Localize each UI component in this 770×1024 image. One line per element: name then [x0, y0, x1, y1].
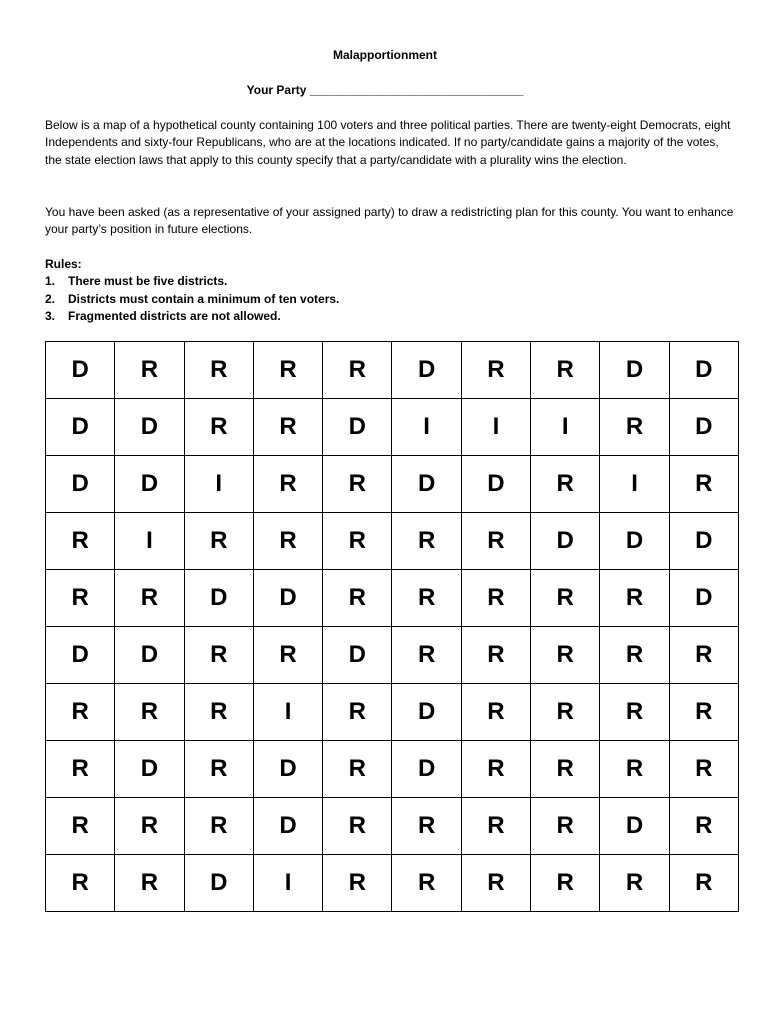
voter-cell: R	[184, 684, 253, 741]
voter-cell: R	[392, 627, 461, 684]
voter-cell: D	[46, 456, 115, 513]
rule-item	[45, 291, 339, 308]
task-paragraph: You have been asked (as a representative of your assigned party) to draw a redistricting plan for this county. You want to enhance your party’s position in future elections.	[45, 205, 734, 237]
voter-cell: R	[253, 627, 322, 684]
voter-cell: R	[600, 855, 669, 912]
voter-cell: R	[323, 741, 392, 798]
voter-cell: D	[392, 456, 461, 513]
voter-cell: R	[115, 342, 184, 399]
voter-cell: D	[115, 627, 184, 684]
voter-cell: R	[184, 798, 253, 855]
voter-cell: R	[461, 798, 530, 855]
your-party-line: Your Party ________________________________	[246, 83, 524, 97]
voter-cell: R	[253, 456, 322, 513]
voter-cell: D	[531, 513, 600, 570]
voter-cell: R	[461, 570, 530, 627]
intro-paragraph: Below is a map of a hypothetical county containing 100 voters and three political parties. There are twenty-eight Democrats, eight Independents and sixty-four Republicans, who are at the locations indicated. If no party/candidate gains a majority of the votes, the state election laws that apply to this county specify that a party/candidate with a plurality wins the election.	[45, 118, 731, 167]
voter-cell: R	[461, 684, 530, 741]
voter-cell: R	[184, 741, 253, 798]
voter-cell: R	[600, 570, 669, 627]
grid-row	[46, 627, 739, 684]
grid-row	[46, 684, 739, 741]
voter-cell: R	[531, 342, 600, 399]
grid-row	[46, 855, 739, 912]
voter-cell: R	[323, 798, 392, 855]
voter-cell: R	[46, 741, 115, 798]
rule-item	[45, 308, 339, 325]
grid-row	[46, 456, 739, 513]
grid-row	[46, 513, 739, 570]
voter-cell: I	[531, 399, 600, 456]
voter-cell: R	[46, 513, 115, 570]
voter-cell: D	[46, 627, 115, 684]
voter-cell: R	[392, 798, 461, 855]
voter-cell: R	[184, 513, 253, 570]
voter-cell: D	[461, 456, 530, 513]
voter-cell: R	[323, 342, 392, 399]
voter-cell: R	[461, 741, 530, 798]
voter-cell: I	[184, 456, 253, 513]
voter-cell: D	[669, 513, 738, 570]
voter-cell: I	[253, 684, 322, 741]
voter-cell: D	[323, 399, 392, 456]
voter-cell: D	[184, 855, 253, 912]
voter-cell: R	[669, 456, 738, 513]
voter-cell: R	[600, 399, 669, 456]
voter-cell: R	[531, 741, 600, 798]
voter-cell: D	[115, 456, 184, 513]
voter-cell: R	[669, 798, 738, 855]
voter-cell: R	[531, 627, 600, 684]
grid-row	[46, 399, 739, 456]
grid-row	[46, 741, 739, 798]
grid-row	[46, 798, 739, 855]
voter-cell: R	[184, 627, 253, 684]
voter-cell: R	[115, 798, 184, 855]
voter-cell: D	[184, 570, 253, 627]
voter-cell: I	[600, 456, 669, 513]
voter-cell: D	[392, 684, 461, 741]
voter-cell: R	[323, 513, 392, 570]
voter-cell: R	[392, 513, 461, 570]
voter-cell: R	[531, 570, 600, 627]
voter-cell: D	[253, 798, 322, 855]
rule-item	[45, 273, 339, 290]
voter-cell: D	[115, 399, 184, 456]
voter-cell: R	[461, 855, 530, 912]
rule-number: 2.	[45, 291, 56, 306]
voter-cell: I	[392, 399, 461, 456]
voter-cell: R	[392, 570, 461, 627]
voter-cell: R	[46, 798, 115, 855]
voter-cell: R	[669, 627, 738, 684]
grid-row	[46, 342, 739, 399]
voter-cell: R	[46, 855, 115, 912]
voter-cell: R	[253, 513, 322, 570]
voter-cell: R	[531, 456, 600, 513]
voter-cell: I	[115, 513, 184, 570]
voter-cell: D	[323, 627, 392, 684]
voter-cell: R	[392, 855, 461, 912]
rule-text: There must be five districts.	[68, 274, 228, 289]
rules-section	[45, 256, 339, 326]
voter-cell: R	[323, 456, 392, 513]
voter-cell: D	[600, 342, 669, 399]
voter-cell: D	[46, 342, 115, 399]
voter-cell: R	[115, 684, 184, 741]
voter-cell: R	[253, 399, 322, 456]
voter-cell: R	[46, 570, 115, 627]
voter-cell: R	[323, 855, 392, 912]
voter-cell: D	[392, 741, 461, 798]
voter-cell: R	[600, 627, 669, 684]
voter-cell: R	[323, 570, 392, 627]
voter-cell: D	[115, 741, 184, 798]
voter-cell: I	[253, 855, 322, 912]
voter-cell: R	[669, 684, 738, 741]
voter-cell: D	[669, 342, 738, 399]
voter-cell: R	[184, 342, 253, 399]
voter-cell: D	[46, 399, 115, 456]
voter-cell: R	[184, 399, 253, 456]
voter-cell: R	[115, 855, 184, 912]
voter-cell: R	[669, 855, 738, 912]
voter-cell: R	[600, 741, 669, 798]
rule-number: 3.	[45, 309, 56, 324]
rules-heading: Rules:	[45, 257, 82, 271]
voter-cell: R	[461, 627, 530, 684]
voter-cell: R	[461, 513, 530, 570]
rule-number: 1.	[45, 274, 56, 289]
voter-cell: I	[461, 399, 530, 456]
voter-cell: R	[531, 855, 600, 912]
rule-text: Fragmented districts are not allowed.	[68, 309, 281, 324]
voter-cell: D	[600, 513, 669, 570]
voter-cell: R	[461, 342, 530, 399]
voter-grid-body	[46, 342, 739, 912]
voter-cell: D	[669, 570, 738, 627]
rule-text: Districts must contain a minimum of ten voters.	[68, 291, 340, 306]
voter-cell: R	[323, 684, 392, 741]
voter-cell: R	[115, 570, 184, 627]
voter-cell: R	[531, 798, 600, 855]
voter-cell: R	[46, 684, 115, 741]
voter-grid	[45, 341, 739, 912]
voter-cell: D	[392, 342, 461, 399]
voter-cell: D	[600, 798, 669, 855]
voter-cell: R	[253, 342, 322, 399]
voter-cell: D	[253, 741, 322, 798]
voter-cell: R	[531, 684, 600, 741]
grid-row	[46, 570, 739, 627]
voter-cell: R	[600, 684, 669, 741]
voter-cell: R	[669, 741, 738, 798]
voter-cell: D	[669, 399, 738, 456]
voter-cell: D	[253, 570, 322, 627]
page-title: Malapportionment	[333, 48, 437, 62]
